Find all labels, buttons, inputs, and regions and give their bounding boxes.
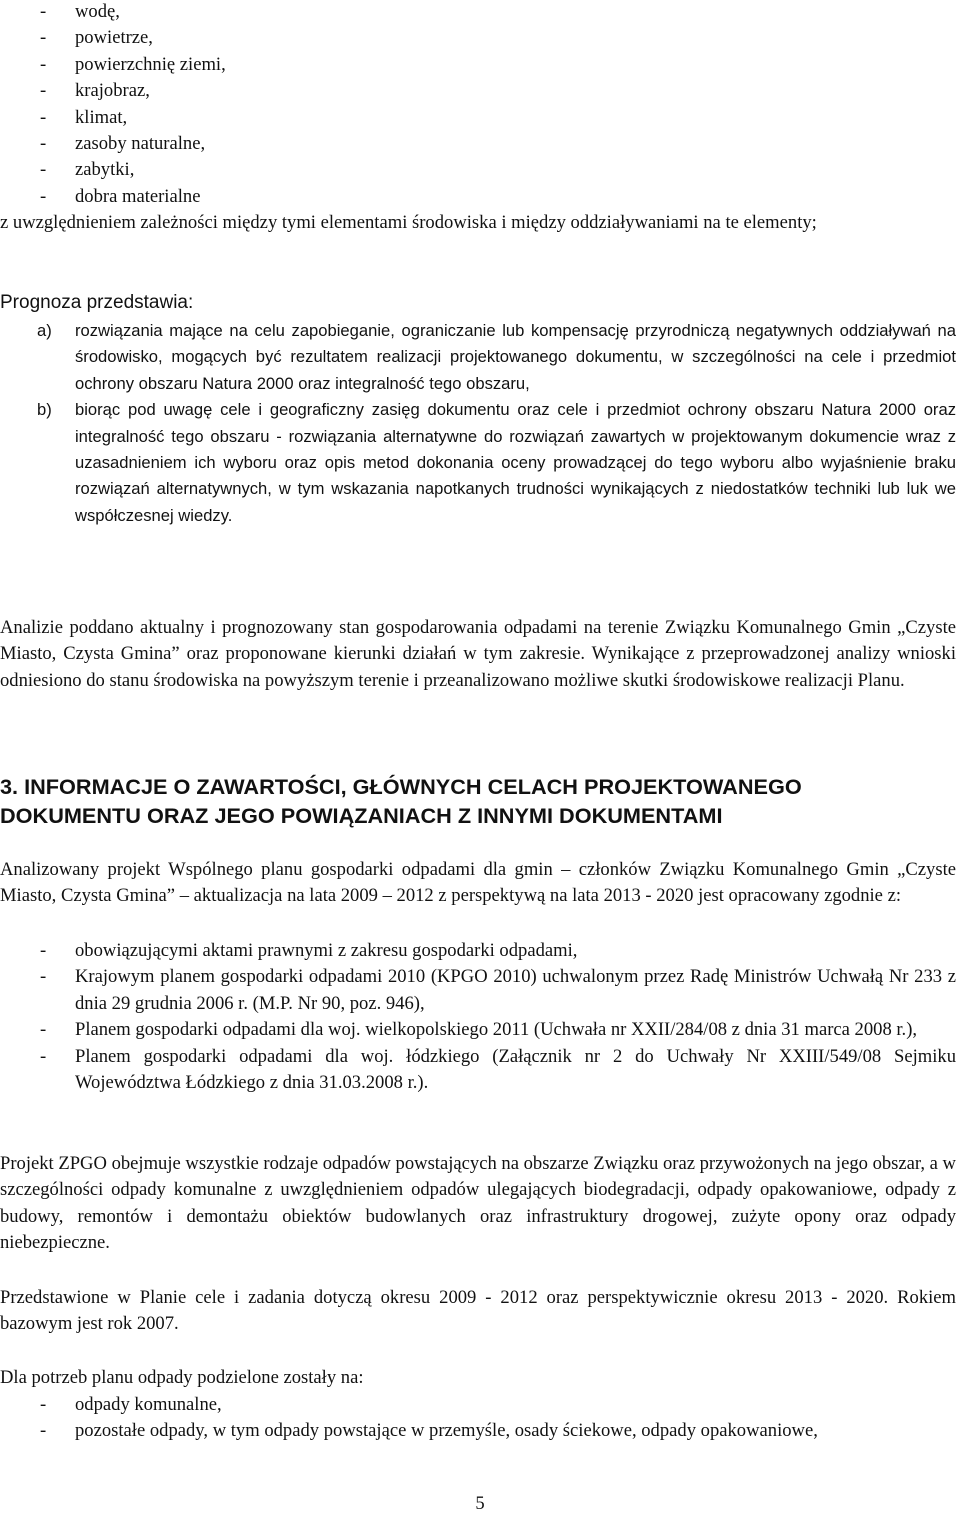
list-item: - dobra materialne — [40, 185, 201, 207]
division-intro: Dla potrzeb planu odpady podzielone zostały na: — [0, 1367, 364, 1388]
division-list — [0, 1392, 956, 1445]
section-intro: Analizowany projekt Wspólnego planu gospodarki odpadami dla gmin – członków Związku Komunalnego Gmin „Czyste Miasto, Czysta Gmina” – aktualizacja na lata 2009 – 2012 z perspektywą na lata 2013 - 2020 jest opracowany zgodnie z: — [0, 859, 956, 907]
section-heading — [0, 773, 960, 830]
list-item: - Krajowym planem gospodarki odpadami 2010 (KPGO 2010) uchwalonym przez Radę Ministrów Uchwałą Nr 233 z dnia 29 grudnia 2006 r. (M.P. Nr 90, poz. 946), — [40, 966, 956, 1014]
list-item: - powietrze, — [40, 27, 153, 49]
prognoza-list — [0, 318, 956, 529]
list-item: - odpady komunalne, — [40, 1394, 222, 1415]
list-item: - zasoby naturalne, — [40, 132, 206, 154]
list-item: - obowiązującymi aktami prawnymi z zakresu gospodarki odpadami, — [40, 940, 578, 961]
list-item: - zabytki, — [40, 159, 135, 181]
list-item: - krajobraz, — [40, 80, 150, 102]
list-item: - wodę, — [40, 1, 120, 22]
list-item: - Planem gospodarki odpadami dla woj. łódzkiego (Załącznik nr 2 do Uchwały Nr XXIII/549/08 Sejmiku Województwa Łódzkiego z dnia 31.03.2008 r.). — [40, 1045, 956, 1094]
environment-list-tail: z uwzględnieniem zależności między tymi elementami środowiska i między oddziaływaniami na te elementy; — [0, 212, 817, 233]
compliance-list — [0, 938, 956, 1096]
section-heading-line: DOKUMENTU ORAZ JEGO POWIĄZANIACH Z INNYMI DOKUMENTAMI — [0, 802, 723, 828]
list-item: - pozostałe odpady, w tym odpady powstające w przemyśle, osady ściekowe, odpady opakowaniowe, — [40, 1420, 818, 1442]
zpgo-paragraph: Projekt ZPGO obejmuje wszystkie rodzaje odpadów powstających na obszarze Związku oraz przywożonych na jego obszar, a w szczególności odpady komunalne z uwzględnieniem odpadów ulegających biodegradacji, odpady opakowaniowe, odpady z budowy, remontów i demontażu obiektów budowlanych oraz infrastruktury drogowej, zużyte opony oraz odpady niebezpieczne. — [0, 1153, 956, 1254]
list-item: b) biorąc pod uwagę cele i geograficzny zasięg dokumentu oraz cele i przedmiot ochrony obszaru Natura 2000 oraz integralność tego obszaru - rozwiązania alternatywne do rozwiązań zawartych w projektowanym dokumencie wraz z uzasadnieniem ich wyboru oraz opis metod dokonania oceny prowadzącej do tego wyboru albo wyjaśnienie braku rozwiązań alternatywnych, w tym wskazania napotkanych trudności wynikających z niedostatków techniki lub luk we współczesnej wiedzy. — [37, 400, 956, 525]
goals-paragraph: Przedstawione w Planie cele i zadania dotyczą okresu 2009 - 2012 oraz perspektywicznie okresu 2013 - 2020. Rokiem bazowym jest rok 2007. — [0, 1287, 956, 1335]
list-item: - Planem gospodarki odpadami dla woj. wielkopolskiego 2011 (Uchwała nr XXII/284/08 z dnia 31 marca 2008 r.), — [40, 1019, 918, 1041]
environment-elements-list — [0, 0, 226, 210]
analysis-paragraph: Analizie poddano aktualny i prognozowany stan gospodarowania odpadami na terenie Związku Komunalnego Gmin „Czyste Miasto, Czysta Gmina” oraz proponowane kierunki działań w tym zakresie. Wynikające z przeprowadzonej analizy wnioski odniesiono do stanu środowiska na powyższym terenie i przeanalizowano możliwe skutki środowiskowe realizacji Planu. — [0, 617, 956, 691]
prognoza-intro: Prognoza przedstawia: — [0, 292, 194, 313]
page-number: 5 — [475, 1493, 485, 1514]
list-item: - powierzchnię ziemi, — [40, 53, 226, 75]
list-item: a) rozwiązania mające na celu zapobieganie, ograniczanie lub kompensację przyrodniczą negatywnych oddziaływań na środowisko, mogących być rezultatem realizacji projektowanego dokumentu, w szczególności na cele i przedmiot ochrony obszaru Natura 2000 oraz integralność tego obszaru, — [37, 321, 956, 393]
section-heading-line: 3. INFORMACJE O ZAWARTOŚCI, GŁÓWNYCH CELACH PROJEKTOWANEGO — [0, 774, 802, 799]
list-item: - klimat, — [40, 106, 128, 128]
